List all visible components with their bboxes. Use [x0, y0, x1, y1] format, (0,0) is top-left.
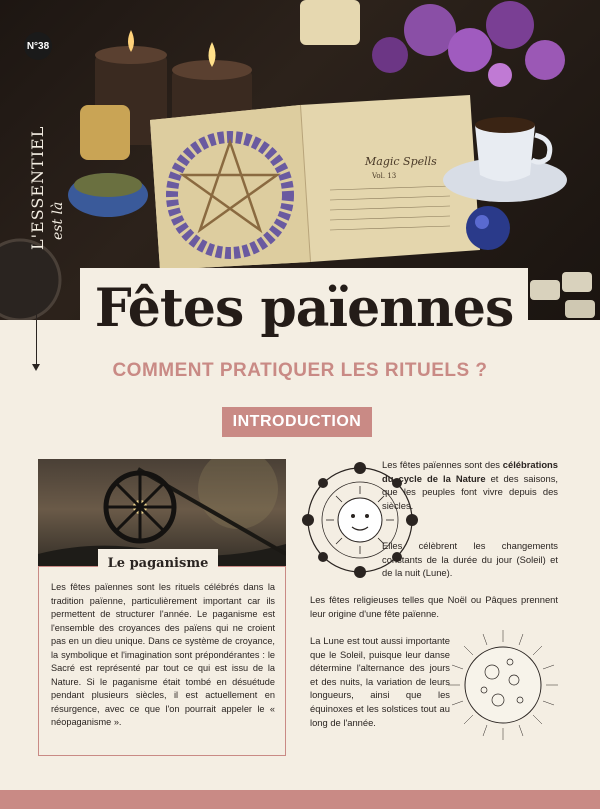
rune-stones: [530, 272, 595, 318]
spell-book: [150, 95, 480, 270]
page-subtitle: COMMENT PRATIQUER LES RITUELS ?: [112, 360, 488, 381]
issue-number-badge: N°38: [24, 32, 52, 60]
p1-text-bold: célébrations du cycle de la Nature: [382, 459, 558, 484]
book-title: Magic Spells: [365, 155, 437, 168]
section-label-introduction: INTRODUCTION: [222, 407, 372, 437]
body-paragraph-3: Les fêtes religieuses telles que Noël ou Pâques prennent leur origine d'une fête païenne.: [310, 594, 558, 619]
page-title: Fêtes païennes: [94, 278, 514, 339]
body-paragraph-1: [382, 458, 558, 512]
series-word-1: L'ESSENTIEL: [28, 125, 47, 250]
series-word-2: est là: [50, 201, 66, 240]
down-arrow-line: [36, 255, 37, 365]
flowers-decoration: [372, 1, 565, 87]
body-paragraph-4: La Lune est tout aussi importante que le Soleil, puisque leur danse détermine l'alternance des jours et des nuits, la variation de leurs longueurs, ainsi que les équinoxes et les solstices tout au long de l'année.: [310, 635, 450, 728]
wheel-icon: [106, 473, 174, 541]
full-moon-illustration: [448, 630, 558, 740]
sidebar-box-text: Les fêtes païennes sont les rituels célébrés dans la tradition païenne, particulièrement important car ils permettent de structurer l'année. Le paganisme est l'ensemble des croyances des païens qui ne croient pas en un dieu unique. Dans ce système de croyance, la symbolique et l'imagination sont prépondérantes : le Sacré est représenté par tout ce qui est issu de la Nature. Si le paganisme était tombé en désuétude pendant plusieurs siècles, il est actuellement en résurgence, avec ce que l'on pourrait appeler le « néopaganisme ».: [51, 582, 275, 727]
sidebar-box-title: Le paganisme: [98, 549, 218, 577]
series-logo: [20, 90, 64, 250]
p1-text-start: Les fêtes païennes sont des: [382, 459, 503, 470]
herb-bowl: [68, 173, 148, 217]
sidebar-box: [38, 566, 286, 756]
book-volume: Vol. 13: [372, 172, 397, 180]
crystal: [466, 206, 510, 250]
pocket-watch: [0, 240, 60, 320]
p1-text-end: et des saisons, que les peuples font vivre depuis des siècles.: [382, 472, 558, 511]
body-paragraph-2: Elles célèbrent les changements constants de la durée du jour (Soleil) et de la nuit (Lune).: [382, 540, 558, 579]
footer-bar: [0, 790, 600, 809]
